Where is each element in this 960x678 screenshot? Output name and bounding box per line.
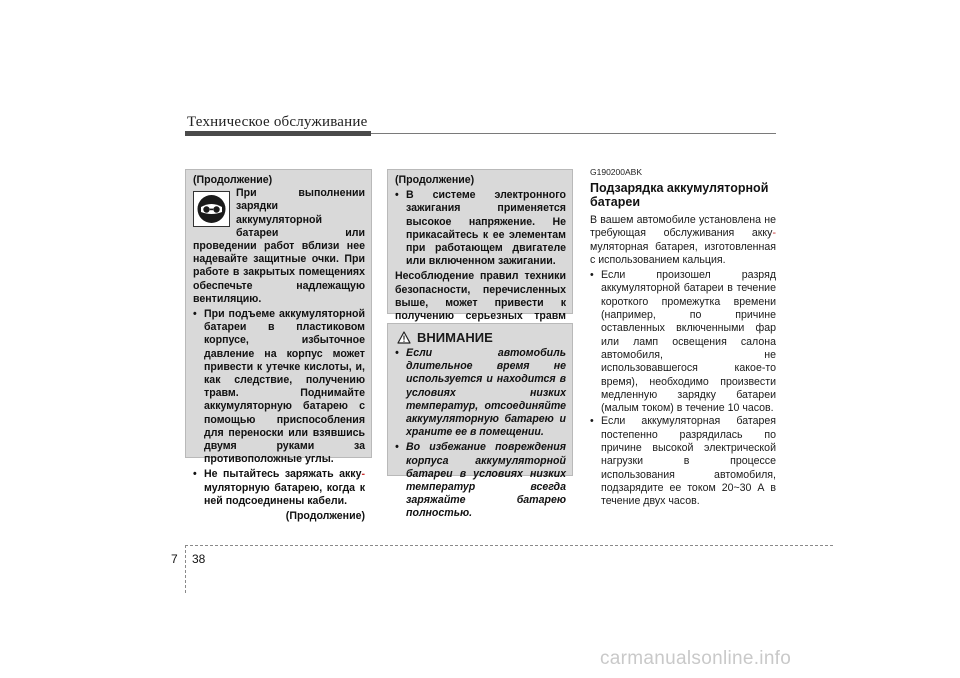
hyphen: - (772, 227, 776, 240)
page-header-title: Техническое обслуживание (187, 114, 368, 130)
list-item (193, 468, 365, 508)
hyphen: - (361, 468, 365, 481)
safety-goggles-icon (193, 191, 230, 227)
bullet-text: При подъеме аккумуляторной батареи в пластиковом корпусе, избыточное давление на корпус может привести к утечке кислоты, и, как следствие, получению травм. Поднимайте аккумуляторную батарею с помощью приспособления для переноски или взявшись двумя руками за противоположные углы. (204, 308, 365, 466)
warning-triangle-icon (397, 331, 411, 344)
bullet-text: Если автомобиль длительное время не используется и находится в условиях низких температур, отсоединяйте аккумуляторную батарею и храните ее в помещении. (406, 347, 566, 439)
caution-box (387, 323, 573, 520)
bullet-text: Во избежание повреждения корпуса аккумуляторной батареи в условиях низких температур всегда заряжайте батарею полностью. (406, 441, 566, 520)
watermark: carmanualsonline.info (600, 648, 792, 669)
bullet-dot: • (193, 308, 197, 321)
list-item (590, 415, 776, 508)
chapter-number: 7 (171, 552, 178, 566)
intro-text-cont: муляторная батарея, изготовленная с использованием кальция. (590, 240, 776, 266)
bullet-text-cont: муляторную батарею, когда к ней подсоединены кабели. (204, 481, 365, 507)
section-code: G190200ABK (590, 167, 642, 177)
list-item (193, 308, 365, 466)
page-number: 38 (192, 552, 206, 566)
header-rule-thin (371, 133, 776, 134)
list-item (395, 189, 566, 268)
battery-recharge-section (590, 167, 776, 509)
safety-consequence-text: Несоблюдение правил техники безопасности, перечисленных выше, может привести к получению серьезных травм (395, 270, 566, 323)
bullet-text: В системе электронного зажигания применяется высокое напряжение. Не прикасайтесь к ее элементам при работающем двигателе или включенном зажигании. (406, 189, 566, 268)
bullet-dot: • (590, 415, 594, 428)
bullet-dot: • (395, 189, 399, 202)
continued-label: (Продолжение) (285, 510, 365, 523)
bullet-dot: • (193, 468, 197, 481)
bullet-dot: • (590, 269, 594, 282)
safety-box-goggles (185, 169, 372, 523)
caution-title: ВНИМАНИЕ (417, 330, 493, 345)
list-item (395, 347, 566, 439)
bullet-text: Не пытайтесь заряжать акку (204, 468, 362, 481)
bullet-dot: • (395, 347, 399, 359)
footer-divider (185, 545, 186, 593)
continued-label: (Продолжение) (395, 174, 475, 186)
caution-heading (397, 330, 566, 345)
section-title: Подзарядка аккумуляторной батареи (590, 181, 769, 209)
goggles-instruction: При выполнении зарядки аккумуляторной батареи или проведении работ вблизи нее надевайте защитные очки. При работе в закрытых помещениях обеспечьте надлежащую вентиляцию. (193, 187, 365, 305)
bullet-dot: • (395, 441, 399, 454)
continued-label: (Продолжение) (193, 174, 273, 186)
intro-text: В вашем автомобиле установлена не требующая обслуживания акку (590, 214, 776, 240)
section-intro (590, 214, 776, 267)
bullet-text: Если произошел разряд аккумуляторной батареи в течение короткого промежутка времени (например, по причине оставленных включенными фар или ламп освещения салона автомобиля, не использовавшегося какое-то время), необходимо произвести медленную зарядку батареи (малым током) в течение 10 часов. (601, 269, 776, 415)
header-rule-thick (185, 131, 371, 136)
safety-box-ignition (387, 169, 573, 323)
list-item (590, 269, 776, 415)
footer-rule (185, 545, 833, 546)
bullet-text: Если аккумуляторная батарея постепенно разрядилась по причине высокой электрической нагрузки в процессе использования автомобиля, подзарядите ее током 20~30 А в течение двух часов. (601, 415, 776, 508)
list-item (395, 441, 566, 520)
